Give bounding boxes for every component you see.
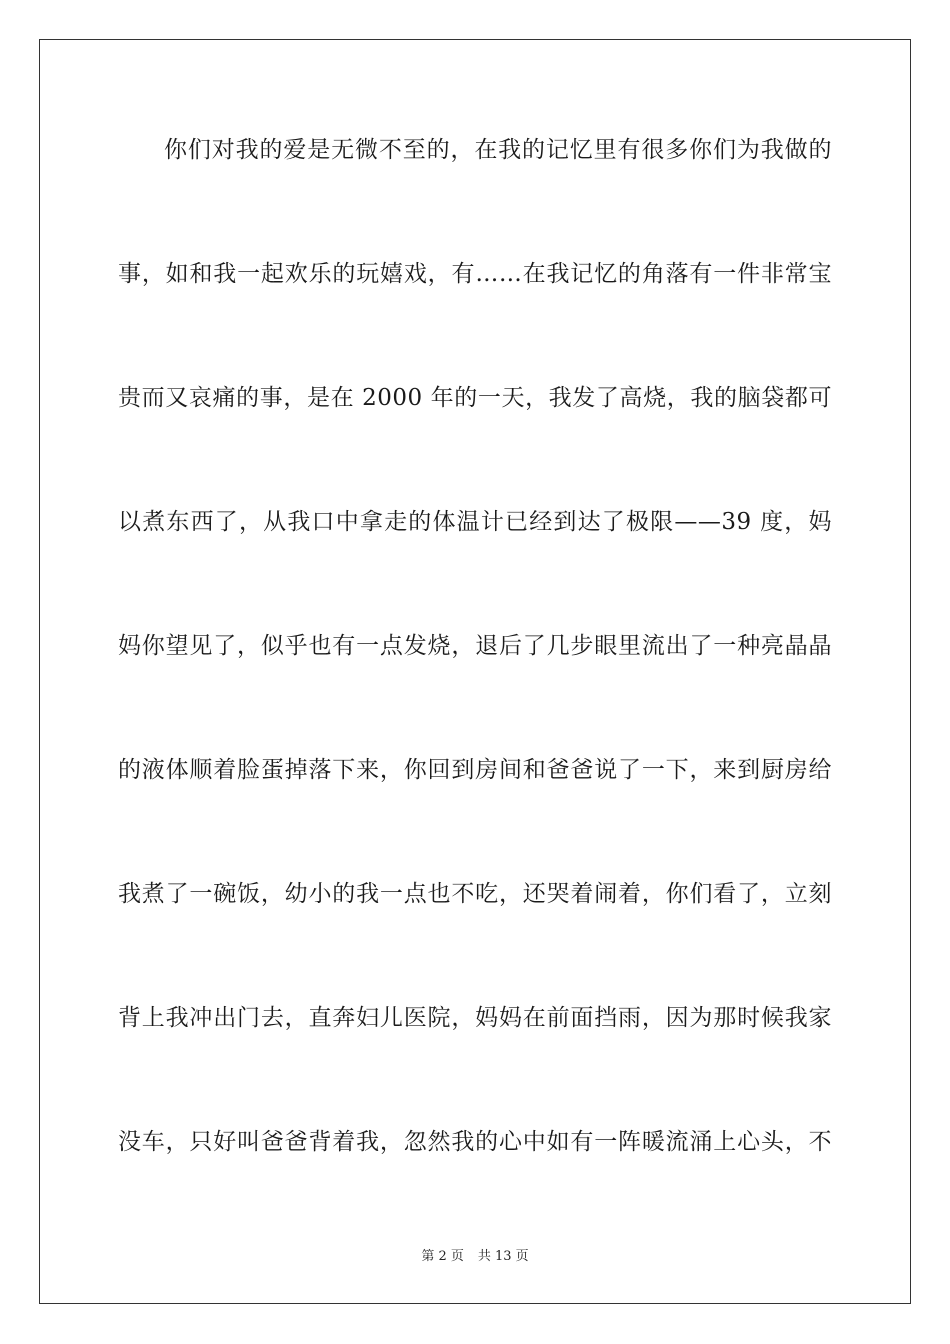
page-number: 第 2 页 — [421, 1249, 464, 1264]
page-border — [39, 39, 911, 1304]
paragraph-line: 背上我冲出门去，直奔妇儿医院，妈妈在前面挡雨，因为那时候我家 — [118, 1005, 832, 1031]
paragraph-line: 的液体顺着脸蛋掉落下来，你回到房间和爸爸说了一下，来到厨房给 — [118, 757, 832, 783]
paragraph-line: 没车，只好叫爸爸背着我，忽然我的心中如有一阵暖流涌上心头，不 — [118, 1129, 832, 1155]
page-total: 共 13 页 — [477, 1249, 529, 1264]
page-footer — [0, 1248, 950, 1266]
paragraph-line: 贵而又哀痛的事，是在 2000 年的一天，我发了高烧，我的脑袋都可 — [118, 385, 832, 411]
paragraph-line: 你们对我的爱是无微不至的，在我的记忆里有很多你们为我做的 — [164, 137, 832, 163]
paragraph-line: 我煮了一碗饭，幼小的我一点也不吃，还哭着闹着，你们看了，立刻 — [118, 881, 832, 907]
paragraph-line: 以煮东西了，从我口中拿走的体温计已经到达了极限——39 度，妈 — [118, 509, 832, 535]
paragraph-line: 妈你望见了，似乎也有一点发烧，退后了几步眼里流出了一种亮晶晶 — [118, 633, 832, 659]
paragraph-line: 事，如和我一起欢乐的玩嬉戏，有……在我记忆的角落有一件非常宝 — [118, 261, 832, 287]
